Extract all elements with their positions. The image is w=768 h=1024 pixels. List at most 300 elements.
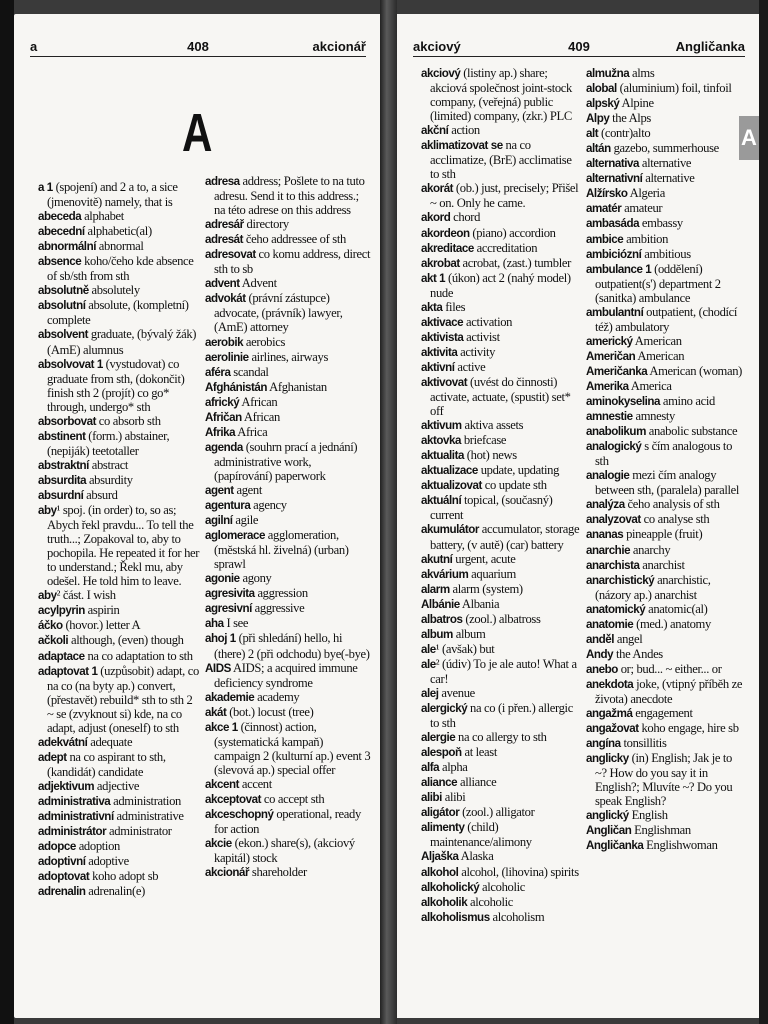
entry-headword: anděl xyxy=(586,632,615,646)
dictionary-entry xyxy=(38,664,200,735)
dictionary-entry xyxy=(38,224,200,239)
dictionary-entry xyxy=(421,360,583,375)
entry-headword: altán xyxy=(586,142,611,156)
entry-headword: absurdita xyxy=(38,473,87,487)
entry-headword: akademie xyxy=(205,690,255,704)
entry-definition: ambitious xyxy=(641,246,691,261)
entry-headword: akorát xyxy=(421,182,454,196)
right-page xyxy=(397,14,759,1018)
entry-definition: (ekon.) share(s), (akciový kapitál) stock xyxy=(214,836,355,866)
entry-headword: Albánie xyxy=(421,597,460,611)
entry-definition: shareholder xyxy=(249,865,307,880)
scan-edge-right xyxy=(759,0,768,1024)
dictionary-entry xyxy=(586,201,746,216)
dictionary-entry xyxy=(421,375,583,418)
entry-definition: alcoholic xyxy=(467,894,514,909)
entry-headword: absolvovat 1 xyxy=(38,357,103,371)
dictionary-entry xyxy=(421,910,583,925)
dictionary-entry xyxy=(38,735,200,750)
entry-headword: ale xyxy=(421,657,436,671)
entry-headword: aby xyxy=(38,504,57,518)
entry-definition: amino acid xyxy=(660,394,715,409)
entry-headword: adjektivum xyxy=(38,779,95,793)
entry-definition: AIDS; a acquired immune deficiency syndrome xyxy=(214,660,358,690)
entry-headword: almužna xyxy=(586,67,630,80)
entry-definition: (hot) news xyxy=(464,448,517,463)
entry-headword: anarchista xyxy=(586,558,640,572)
right-header-first-word: akciový xyxy=(413,39,461,54)
dictionary-entry xyxy=(586,468,746,497)
dictionary-entry xyxy=(38,458,200,473)
entry-headword: abstinent xyxy=(38,429,86,443)
entry-headword: aby xyxy=(38,589,57,603)
dictionary-entry xyxy=(205,380,371,395)
entry-headword: aféra xyxy=(205,365,231,379)
entry-headword: ambasáda xyxy=(586,217,640,231)
entry-headword: akordeon xyxy=(421,226,470,240)
entry-definition: alpha xyxy=(439,760,468,775)
entry-headword: adresovat xyxy=(205,248,256,262)
entry-headword: adoptovat xyxy=(38,870,90,884)
entry-definition: amateur xyxy=(621,201,663,216)
entry-headword: akord xyxy=(421,211,451,225)
entry-definition: alcoholic xyxy=(479,879,526,894)
dictionary-entry xyxy=(586,111,746,126)
dictionary-entry xyxy=(38,618,200,633)
dictionary-entry xyxy=(205,247,371,276)
entry-headword: aliance xyxy=(421,776,458,790)
dictionary-entry xyxy=(38,649,200,664)
entry-headword: absence xyxy=(38,255,82,269)
entry-definition: (hovor.) letter A xyxy=(62,618,141,633)
dictionary-entry xyxy=(205,365,371,380)
entry-definition: accent xyxy=(239,776,272,791)
dictionary-entry xyxy=(205,601,371,616)
entry-headword: Angličan xyxy=(586,824,632,838)
entry-headword: alergie xyxy=(421,731,456,745)
entry-definition: activist xyxy=(463,329,500,344)
entry-definition: I see xyxy=(223,616,249,631)
dictionary-entry xyxy=(421,493,583,522)
dictionary-entry xyxy=(421,226,583,241)
dictionary-entry xyxy=(421,612,583,627)
dictionary-entry xyxy=(421,865,583,880)
entry-definition: alibi xyxy=(441,790,466,805)
dictionary-entry xyxy=(421,463,583,478)
dictionary-entry xyxy=(38,884,200,899)
dictionary-entry xyxy=(586,424,746,439)
dictionary-entry xyxy=(38,854,200,869)
dictionary-entry xyxy=(38,794,200,809)
entry-definition: na co adaptation to sth xyxy=(84,648,193,663)
dictionary-entry xyxy=(205,291,371,334)
entry-definition: American xyxy=(632,333,682,348)
entry-headword: analogie xyxy=(586,469,630,483)
dictionary-entry xyxy=(586,573,746,602)
entry-definition: (zool.) albatross xyxy=(462,611,541,626)
entry-definition: adoption xyxy=(75,839,120,854)
entry-headword: anatomie xyxy=(586,617,634,631)
right-column-1 xyxy=(421,66,583,925)
entry-headword: ambulantní xyxy=(586,305,644,319)
entry-definition: American xyxy=(635,348,685,363)
entry-headword: agresivní xyxy=(205,602,252,616)
entry-definition: (med.) anatomy xyxy=(633,616,711,631)
dictionary-entry xyxy=(586,632,746,647)
left-page-header xyxy=(30,34,366,57)
dictionary-entry xyxy=(38,209,200,224)
dictionary-entry xyxy=(38,839,200,854)
entry-definition: alcohol, (lihovina) spirits xyxy=(458,864,579,879)
entry-headword: alarm xyxy=(421,582,450,596)
entry-headword: amatér xyxy=(586,202,622,216)
entry-definition: aktiva assets xyxy=(461,418,524,433)
dictionary-entry xyxy=(421,745,583,760)
entry-headword: Afrika xyxy=(205,425,236,439)
section-letter: A xyxy=(182,103,213,163)
entry-definition: the Alps xyxy=(609,111,651,126)
dictionary-entry xyxy=(205,528,371,571)
entry-headword: adekvátní xyxy=(38,735,88,749)
entry-headword: aglomerace xyxy=(205,529,265,543)
entry-definition: ambition xyxy=(623,231,669,246)
entry-headword: Aljaška xyxy=(421,850,459,864)
entry-definition: (uvést do činnosti) activate, actuate, (spustit) set* off xyxy=(430,374,571,419)
dictionary-entry xyxy=(38,869,200,884)
dictionary-entry xyxy=(38,824,200,839)
dictionary-entry xyxy=(586,751,746,808)
entry-definition: anatomic(al) xyxy=(645,601,708,616)
dictionary-entry xyxy=(586,66,746,81)
entry-headword: aktuální xyxy=(421,494,462,508)
entry-headword: AIDS xyxy=(205,661,231,675)
entry-definition: African xyxy=(241,409,280,424)
entry-headword: Alpy xyxy=(586,112,610,126)
dictionary-entry xyxy=(205,498,371,513)
entry-headword: Afričan xyxy=(205,410,242,424)
dictionary-entry xyxy=(586,677,746,706)
right-header-last-word: Angličanka xyxy=(675,39,745,54)
entry-headword: akcent xyxy=(205,777,240,791)
entry-headword: alergický xyxy=(421,702,468,716)
entry-definition: aquarium xyxy=(468,566,516,581)
dictionary-entry xyxy=(421,300,583,315)
dictionary-entry xyxy=(586,247,746,262)
entry-definition: (child) maintenance/alimony xyxy=(430,820,532,850)
entry-definition: accumulator, storage battery, (v autě) (car) battery xyxy=(430,522,580,552)
entry-definition: čeho analysis of sth xyxy=(624,497,720,512)
entry-headword: ačkoli xyxy=(38,634,69,648)
dictionary-entry xyxy=(205,705,371,720)
entry-headword: agent xyxy=(205,483,234,497)
entry-headword: abnormální xyxy=(38,240,96,254)
entry-definition: (contr)alto xyxy=(598,126,651,141)
entry-definition: anarchist xyxy=(639,557,685,572)
entry-definition: English xyxy=(628,808,668,823)
entry-headword: ahoj 1 xyxy=(205,632,236,646)
entry-definition: Advent xyxy=(239,276,277,291)
dictionary-entry xyxy=(586,617,746,632)
dictionary-entry xyxy=(421,256,583,271)
entry-definition: čeho addressee of sth xyxy=(243,232,346,247)
dictionary-entry xyxy=(421,138,583,181)
dictionary-entry xyxy=(421,552,583,567)
dictionary-entry xyxy=(586,512,746,527)
entry-definition: angel xyxy=(614,631,643,646)
dictionary-entry xyxy=(205,276,371,291)
dictionary-entry xyxy=(586,81,746,96)
entry-headword: aktualizovat xyxy=(421,479,482,493)
entry-definition: agony xyxy=(239,571,272,586)
entry-headword: akrobat xyxy=(421,256,460,270)
entry-headword: agilní xyxy=(205,514,233,528)
entry-headword: aha xyxy=(205,617,224,631)
entry-definition: (in) English; Jak je to ~? How do you say it in English?; Mluvíte ~? Do you speak English? xyxy=(595,751,733,809)
entry-definition: (aluminium) foil, tinfoil xyxy=(616,81,732,96)
dictionary-entry xyxy=(421,701,583,730)
entry-headword: alternativní xyxy=(586,172,643,186)
dictionary-entry xyxy=(586,305,746,334)
dictionary-entry xyxy=(586,558,746,573)
entry-headword: ambiciózní xyxy=(586,247,642,261)
entry-definition: (form.) abstainer, (nepiják) teetotaller xyxy=(47,428,170,458)
left-header-first-word: a xyxy=(30,39,38,54)
dictionary-entry xyxy=(586,838,746,853)
entry-headword: a 1 xyxy=(38,181,53,194)
left-page xyxy=(14,14,380,1018)
dictionary-entry xyxy=(38,180,200,209)
entry-headword: ambice xyxy=(586,232,624,246)
dictionary-entry xyxy=(38,283,200,298)
entry-definition: pineapple (fruit) xyxy=(623,527,703,542)
dictionary-entry xyxy=(421,730,583,745)
dictionary-entry xyxy=(38,488,200,503)
entry-definition: activity xyxy=(457,344,496,359)
entry-definition: album xyxy=(452,626,486,641)
right-page-header xyxy=(413,34,745,57)
entry-headword: adopce xyxy=(38,840,76,854)
dictionary-entry xyxy=(586,543,746,558)
entry-headword: aktivovat xyxy=(421,375,468,389)
entry-headword: abecední xyxy=(38,225,85,239)
entry-headword: aligátor xyxy=(421,806,460,820)
left-page-number: 408 xyxy=(187,39,209,54)
dictionary-entry xyxy=(421,181,583,210)
entry-headword: adresa xyxy=(205,175,240,188)
entry-definition: alphabet xyxy=(81,209,124,224)
entry-definition: active xyxy=(454,359,486,374)
entry-definition: scandal xyxy=(230,364,269,379)
dictionary-entry xyxy=(205,335,371,350)
dictionary-entry xyxy=(586,262,746,305)
entry-headword: anglický xyxy=(586,809,629,823)
entry-headword: alkohol xyxy=(421,865,459,879)
entry-definition: Afghanistan xyxy=(267,379,327,394)
entry-headword: advokát xyxy=(205,292,246,306)
entry-definition: or; bud... ~ either... or xyxy=(617,661,722,676)
dictionary-entry xyxy=(421,657,583,686)
entry-headword: ale xyxy=(421,642,436,656)
entry-definition: alphabetic(al) xyxy=(84,224,152,239)
dictionary-entry xyxy=(586,721,746,736)
right-column-2 xyxy=(586,66,746,853)
dictionary-entry xyxy=(205,571,371,586)
entry-definition: na co allergy to sth xyxy=(455,730,547,745)
dictionary-entry xyxy=(205,631,371,660)
entry-definition: alliance xyxy=(457,775,497,790)
dictionary-entry xyxy=(205,616,371,631)
entry-definition: files xyxy=(442,299,466,314)
dictionary-entry xyxy=(38,327,200,356)
entry-definition: directory xyxy=(243,217,289,232)
left-header-last-word: akcionář xyxy=(312,39,366,54)
dictionary-entry xyxy=(205,865,371,880)
entry-definition: abnormal xyxy=(96,239,144,254)
dictionary-entry xyxy=(586,736,746,751)
entry-definition: co update sth xyxy=(481,478,547,493)
entry-definition: outpatient, (chodící též) ambulatory xyxy=(595,304,738,334)
dictionary-entry xyxy=(205,483,371,498)
entry-headword: americký xyxy=(586,334,633,348)
entry-definition: engagement xyxy=(632,706,693,721)
entry-headword: aktivní xyxy=(421,360,455,374)
entry-definition: (zool.) alligator xyxy=(459,805,535,820)
entry-headword: aerolinie xyxy=(205,350,249,364)
entry-headword: alej xyxy=(421,686,439,700)
dictionary-entry xyxy=(421,627,583,642)
dictionary-entry xyxy=(205,425,371,440)
entry-definition: activation xyxy=(463,314,513,329)
entry-definition: chord xyxy=(450,210,481,225)
dictionary-entry xyxy=(421,760,583,775)
entry-headword: acylpyrin xyxy=(38,604,85,618)
entry-headword: aerobik xyxy=(205,335,244,349)
entry-headword: abeceda xyxy=(38,210,82,224)
entry-headword: agentura xyxy=(205,499,251,513)
entry-definition: aggressive xyxy=(251,601,305,616)
entry-definition: alcoholism xyxy=(489,909,545,924)
entry-definition: Englishwoman xyxy=(643,838,718,853)
entry-definition: co accept sth xyxy=(261,791,325,806)
entry-definition: although, (even) though xyxy=(68,633,184,648)
entry-headword: agenda xyxy=(205,440,243,454)
dictionary-entry xyxy=(38,429,200,458)
entry-definition: (spojení) and 2 a to, a sice (jmenovitě) namely, that is xyxy=(47,180,178,210)
entry-definition: koho engage, hire sb xyxy=(638,721,739,736)
entry-definition: ² část. I wish xyxy=(56,588,116,603)
entry-headword: angažovat xyxy=(586,722,639,736)
dictionary-entry xyxy=(205,350,371,365)
entry-definition: adjective xyxy=(94,778,140,793)
entry-headword: aktivista xyxy=(421,330,464,344)
dictionary-entry xyxy=(421,895,583,910)
entry-headword: akciový xyxy=(421,67,461,80)
entry-headword: aktualita xyxy=(421,449,464,463)
entry-definition: (vystudovat) co graduate from sth, (dokončit) finish sth 2 (projít) co go* through, undergo* sth xyxy=(47,356,185,414)
entry-headword: absolutně xyxy=(38,284,89,298)
entry-headword: akta xyxy=(421,300,443,314)
entry-definition: anarchy xyxy=(630,542,671,557)
entry-definition: na co aspirant to sth, (kandidát) candidate xyxy=(47,749,166,779)
entry-definition: (piano) accordion xyxy=(469,225,556,240)
dictionary-entry xyxy=(421,448,583,463)
dictionary-entry xyxy=(421,597,583,612)
entry-headword: akce 1 xyxy=(205,720,238,734)
entry-headword: absurdní xyxy=(38,488,84,502)
entry-definition: aerobics xyxy=(243,334,286,349)
dictionary-entry xyxy=(586,662,746,677)
entry-headword: anatomický xyxy=(586,602,646,616)
entry-definition: airlines, airways xyxy=(248,349,329,364)
entry-headword: akt 1 xyxy=(421,271,446,285)
entry-definition: (bot.) locust (tree) xyxy=(226,704,314,719)
entry-definition: adoptive xyxy=(85,854,129,869)
entry-headword: angína xyxy=(586,737,621,751)
entry-headword: akceschopný xyxy=(205,808,274,822)
dictionary-entry xyxy=(38,473,200,488)
entry-headword: aklimatizovat se xyxy=(421,139,503,153)
left-column-1 xyxy=(38,180,200,899)
entry-headword: administrativa xyxy=(38,794,111,808)
entry-headword: anekdota xyxy=(586,677,634,691)
entry-definition: agile xyxy=(232,513,259,528)
entry-definition: aggression xyxy=(254,586,308,601)
entry-definition: America xyxy=(628,378,672,393)
entry-headword: akát xyxy=(205,705,227,719)
entry-headword: alobal xyxy=(586,82,617,96)
entry-definition: mezi čím analogy between sth, (paralela) parallel xyxy=(595,468,740,498)
entry-definition: operational, ready for action xyxy=(214,807,361,837)
left-column-2 xyxy=(205,174,371,880)
entry-headword: adoptivní xyxy=(38,855,86,869)
thumb-index-tab: A xyxy=(739,116,759,160)
entry-definition: (listiny ap.) share; akciová společnost joint-stock company, (veřejná) public (limited) company, (zkr.) PLC xyxy=(430,66,572,124)
entry-definition: embassy xyxy=(639,216,683,231)
entry-headword: analýza xyxy=(586,498,625,512)
entry-definition: (úkon) act 2 (nahý model) nude xyxy=(430,270,571,300)
entry-headword: anglicky xyxy=(586,752,629,766)
entry-definition: na co acclimatize, (BrE) acclimatise to sth xyxy=(430,138,572,182)
entry-headword: angažmá xyxy=(586,707,633,721)
dictionary-entry xyxy=(421,849,583,864)
dictionary-entry xyxy=(421,241,583,256)
dictionary-entry xyxy=(205,395,371,410)
entry-headword: anarchistický xyxy=(586,573,655,587)
dictionary-entry xyxy=(421,522,583,551)
entry-headword: alibi xyxy=(421,791,442,805)
dictionary-entry xyxy=(421,123,583,138)
dictionary-entry xyxy=(421,433,583,448)
entry-headword: amnestie xyxy=(586,410,633,424)
dictionary-entry xyxy=(586,602,746,617)
dictionary-entry xyxy=(421,330,583,345)
dictionary-entry xyxy=(586,823,746,838)
entry-headword: adaptovat 1 xyxy=(38,664,98,678)
entry-definition: Alaska xyxy=(458,849,494,864)
dictionary-entry xyxy=(38,588,200,603)
entry-headword: album xyxy=(421,627,453,641)
entry-headword: absorbovat xyxy=(38,414,96,428)
entry-headword: adaptace xyxy=(38,649,85,663)
entry-headword: adresář xyxy=(205,218,244,232)
entry-headword: Angličanka xyxy=(586,839,644,853)
entry-definition: agglomeration, (městská hl. živelná) (urban) sprawl xyxy=(214,528,349,572)
dictionary-entry xyxy=(421,271,583,300)
entry-headword: anarchie xyxy=(586,543,631,557)
dictionary-entry xyxy=(586,527,746,542)
dictionary-entry xyxy=(38,357,200,414)
entry-definition: the Andes xyxy=(613,646,663,661)
